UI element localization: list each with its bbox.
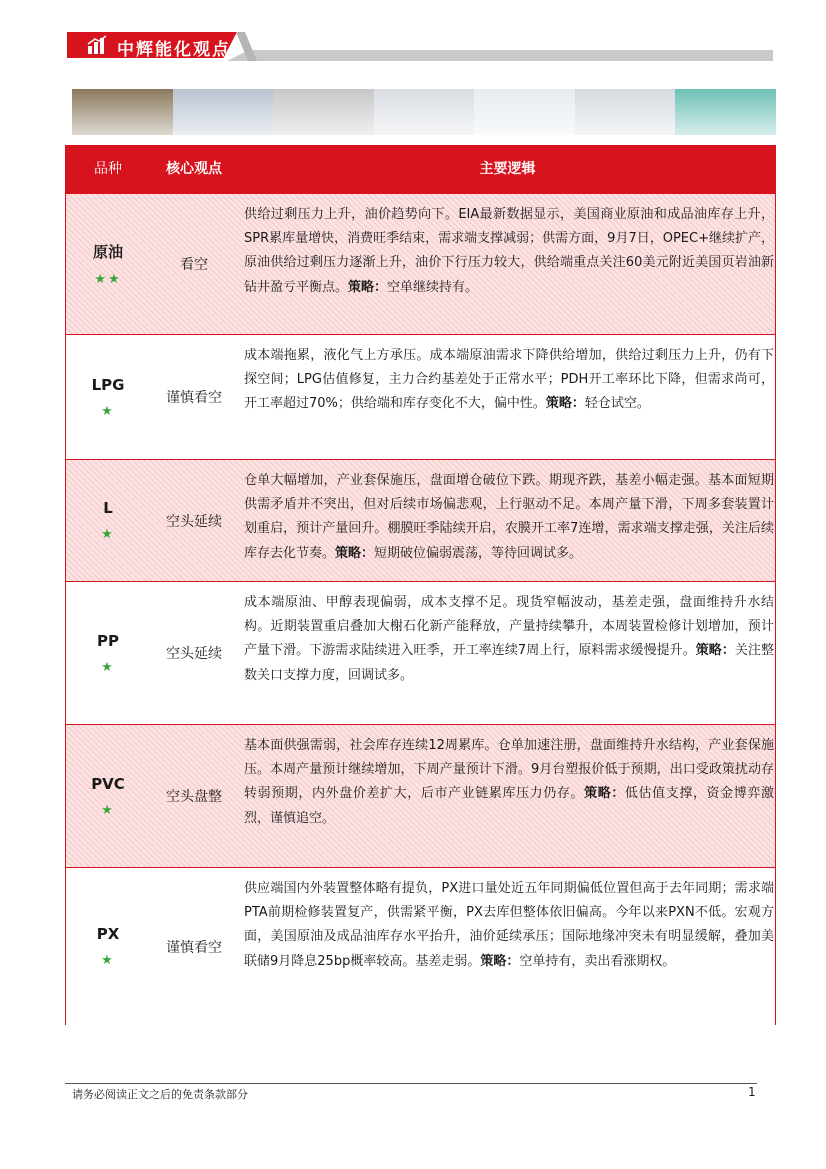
- product-name: PVC: [91, 774, 125, 793]
- logic-text: 供给过剩压力上升，油价趋势向下。EIA最新数据显示，美国商业原油和成品油库存上升，SPR累库量增快，消费旺季结束，需求端支撑减弱；供需方面，9月7日，OPEC+继续扩产，原油供给过剩压力逐渐上升，油价下行压力较大，供给端重点关注60美元附近美国页岩油新钻井盈亏平衡点。: [244, 207, 774, 295]
- oil-pump-photo: [72, 89, 173, 135]
- product-name: L: [103, 499, 113, 517]
- core-view: 空头延续: [166, 513, 222, 530]
- plastic-pellets-photo: [374, 89, 475, 135]
- table-header-row: [66, 145, 775, 193]
- product-cell: [66, 194, 150, 334]
- table-row: [66, 459, 775, 581]
- strategy-text: 短期破位偏弱震荡，等待回调试多。: [374, 545, 583, 561]
- main-logic: [244, 344, 774, 417]
- strategy-text: 轻仓试空。: [584, 396, 650, 412]
- core-view: 谨慎看空: [166, 390, 222, 406]
- glass-sheets-photo: [675, 89, 776, 135]
- lpg-tank-photo: [173, 89, 274, 135]
- table-row: [66, 334, 775, 459]
- logic-text: 基本面供强需弱，社会库存连续12周累库。仓单加速注册，盘面维持升水结构，产业套保施压。本周产量预计继续增加，下周产量预计下滑。9月台塑报价低于预期，出口受政策扰动存转弱预期，内外盘价差扩大，后市产业链累库压力仍存。: [244, 738, 774, 802]
- table-row: [66, 193, 775, 334]
- table-row: [66, 581, 775, 724]
- rating-star-icon: ★: [101, 802, 115, 818]
- main-logic: [244, 591, 774, 688]
- product-cell: [66, 582, 150, 724]
- product-name: LPG: [91, 375, 125, 394]
- strategy-text: 空单继续持有。: [387, 279, 479, 295]
- chemical-container-photo: [474, 89, 575, 135]
- strategy-label: 策略：: [480, 953, 520, 969]
- rating-star-icon: ★: [101, 403, 115, 419]
- product-cell: [66, 868, 150, 1025]
- product-name: 原油: [92, 243, 123, 261]
- product-cell: [66, 335, 150, 459]
- product-name: PP: [97, 631, 119, 650]
- strategy-text: 关注整数关口支撑力度，回调试多。: [244, 643, 774, 683]
- core-view: 空头延续: [166, 646, 222, 662]
- core-view: 看空: [180, 257, 208, 273]
- white-granules-photo: [575, 89, 676, 135]
- page-number: 1: [748, 1085, 756, 1099]
- strategy-label: 策略：: [348, 279, 388, 295]
- logic-text: 供应端国内外装置整体略有提负，PX进口量处近五年同期偏低位置但高于去年同期；需求端PTA前期检修装置复产，供需紧平衡，PX去库但整体依旧偏高。今年以来PXN不低。宏观方面，美国原油及成品油库存水平抬升，油价延续承压；国际地缘冲突未有明显缓解，叠加美联储9月降息25bp概率较高。基差走弱。: [244, 881, 774, 969]
- strategy-label: 策略：: [545, 396, 585, 412]
- rating-star-icon: ★: [101, 659, 115, 675]
- main-logic: [244, 877, 774, 974]
- logic-text: 成本端原油、甲醇表现偏弱，成本支撑不足。现货窄幅波动，基差走强，盘面维持升水结构。近期装置重启叠加大榭石化新产能释放，产量持续攀升，本周装置检修计划增加，预计产量下滑。下游需求陆续进入旺季，开工率连续7周上行，原料需求缓慢提升。: [244, 595, 774, 659]
- main-logic: [244, 203, 774, 300]
- strategy-text: 低估值支撑，资金博弈激烈，谨慎追空。: [244, 786, 774, 826]
- strategy-text: 空单持有，卖出看涨期权。: [519, 953, 676, 969]
- product-name: PX: [96, 925, 120, 943]
- product-photo-strip: [72, 89, 776, 135]
- viewpoint-table: [65, 145, 776, 1025]
- header-title: 中辉能化观点: [117, 40, 231, 60]
- header-core-view: 核心观点: [166, 161, 222, 177]
- table-row: [66, 867, 775, 1025]
- product-cell: [66, 460, 150, 581]
- footer-disclaimer: 请务必阅读正文之后的免责条款部分: [72, 1088, 248, 1101]
- header-main-logic: 主要逻辑: [479, 161, 536, 177]
- header-gray-bar: [227, 50, 773, 61]
- main-logic: [244, 469, 774, 566]
- header-product: 品种: [94, 161, 122, 177]
- main-logic: [244, 734, 774, 831]
- footer-divider: [65, 1083, 757, 1084]
- logic-text: 仓单大幅增加，产业套保施压，盘面增仓破位下跌。期现齐跌，基差小幅走强。基本面短期供需矛盾并不突出，但对后续市场偏悲观，上行驱动不足。本周产量下滑，下周多套装置计划重启，预计产量回升。棚膜旺季陆续开启，农膜开工率7连增，需求端支撑走强，关注后续库存去化节奏。: [244, 473, 774, 561]
- core-view: 谨慎看空: [166, 939, 222, 956]
- table-row: [66, 724, 775, 867]
- report-header: [67, 32, 767, 64]
- bar-chart-logo-icon: [87, 35, 107, 55]
- rating-star-icon: ★★: [94, 272, 122, 287]
- strategy-label: 策略：: [335, 545, 375, 561]
- rating-star-icon: ★: [101, 953, 115, 968]
- rating-star-icon: ★: [101, 527, 115, 542]
- logic-text: 成本端拖累，液化气上方承压。成本端原油需求下降供给增加，供给过剩压力上升，仍有下探空间；LPG估值修复，主力合约基差处于正常水平；PDH开工率环比下降，但需求尚可，开工率超过70%；供给端和库存变化不大，偏中性。: [244, 348, 774, 412]
- core-view: 空头盘整: [166, 789, 222, 805]
- strategy-label: 策略：: [695, 643, 735, 659]
- strategy-label: 策略：: [584, 786, 625, 802]
- pvc-pipes-photo: [273, 89, 374, 135]
- product-cell: [66, 725, 150, 867]
